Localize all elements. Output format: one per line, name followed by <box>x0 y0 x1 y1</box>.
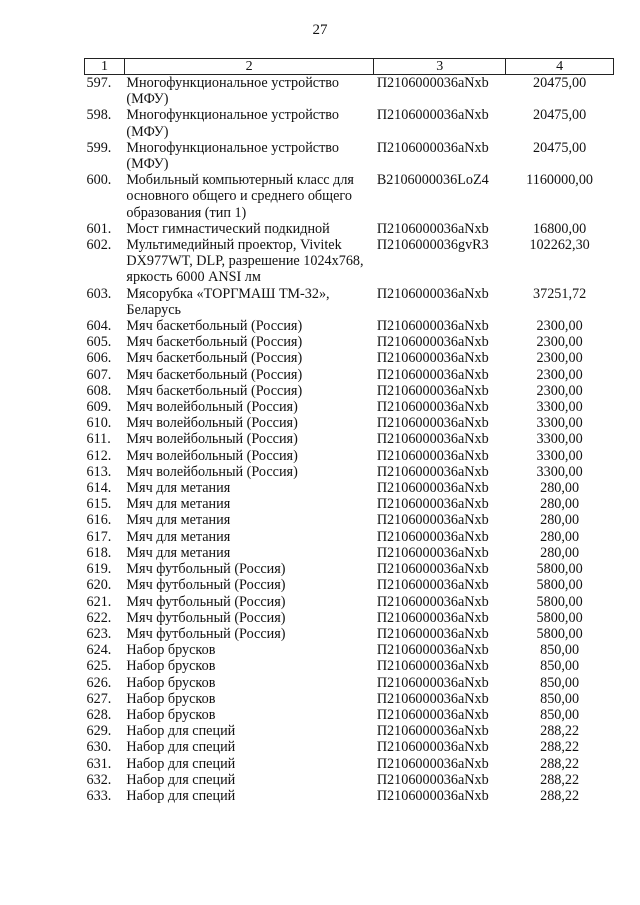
table-row <box>85 772 614 788</box>
item-price: 288,22 <box>540 739 580 756</box>
item-code: П2106000036aNxb <box>376 690 489 707</box>
item-code: П2106000036aNxb <box>376 366 489 383</box>
page-number: 27 <box>312 22 328 38</box>
table-row <box>85 788 614 804</box>
item-code: П2106000036aNxb <box>376 382 489 399</box>
table-row <box>85 512 614 528</box>
item-price: 2300,00 <box>536 366 583 383</box>
item-price: 3300,00 <box>536 399 583 416</box>
table-row <box>85 172 614 221</box>
item-price: 3300,00 <box>536 415 583 432</box>
row-number: 605. <box>86 334 112 351</box>
table-row <box>85 626 614 642</box>
table-row <box>85 707 614 723</box>
item-name: Набор для специй <box>126 723 236 740</box>
item-name: Мяч баскетбольный (Россия) <box>126 334 303 351</box>
item-name: Набор для специй <box>126 755 236 772</box>
row-number: 599. <box>86 139 112 156</box>
row-number: 608. <box>86 382 112 399</box>
item-code: П2106000036aNxb <box>376 593 489 610</box>
table-row <box>85 448 614 464</box>
item-price: 280,00 <box>540 528 580 545</box>
row-number: 627. <box>86 690 112 707</box>
row-number: 619. <box>86 561 112 578</box>
item-code: П2106000036aNxb <box>376 755 489 772</box>
item-name: Мяч для метания <box>126 512 231 529</box>
row-number: 604. <box>86 318 112 335</box>
item-price: 5800,00 <box>536 609 583 626</box>
item-name: Мяч для метания <box>126 544 231 561</box>
item-price: 2300,00 <box>536 350 583 367</box>
item-price: 850,00 <box>540 642 580 659</box>
table-row <box>85 431 614 447</box>
row-number: 629. <box>86 723 112 740</box>
row-number: 609. <box>86 399 112 416</box>
item-code: П2106000036aNxb <box>376 463 489 480</box>
item-name: Набор брусков <box>126 674 216 691</box>
row-number: 606. <box>86 350 112 367</box>
row-number: 617. <box>86 528 112 545</box>
item-name: Набор брусков <box>126 658 216 675</box>
item-name: Набор брусков <box>126 706 216 723</box>
item-name: Мяч волейбольный (Россия) <box>126 447 298 464</box>
table-row <box>85 334 614 350</box>
item-code: П2106000036aNxb <box>376 609 489 626</box>
item-price: 3300,00 <box>536 447 583 464</box>
table-row <box>85 318 614 334</box>
table-row <box>85 642 614 658</box>
item-name: Многофункциональное устройство (МФУ) <box>126 139 339 173</box>
row-number: 632. <box>86 771 112 788</box>
item-code: П2106000036aNxb <box>376 318 489 335</box>
item-price: 850,00 <box>540 658 580 675</box>
row-number: 618. <box>86 544 112 561</box>
item-code: П2106000036aNxb <box>376 787 489 804</box>
row-number: 621. <box>86 593 112 610</box>
item-code: П2106000036aNxb <box>376 528 489 545</box>
item-price: 288,22 <box>540 723 580 740</box>
item-code: П2106000036aNxb <box>376 544 489 561</box>
item-code: П2106000036aNxb <box>376 431 489 448</box>
item-price: 3300,00 <box>536 463 583 480</box>
item-code: П2106000036aNxb <box>376 739 489 756</box>
table-row <box>85 561 614 577</box>
item-price: 280,00 <box>540 496 580 513</box>
item-price: 2300,00 <box>536 382 583 399</box>
item-name: Мультимедийный проектор, Vivitek DX977WT, DLP, разрешение 1024x768, яркость 6000 ANSI лм <box>126 237 364 286</box>
item-price: 3300,00 <box>536 431 583 448</box>
row-number: 622. <box>86 609 112 626</box>
item-price: 16800,00 <box>533 220 587 237</box>
row-number: 633. <box>86 787 112 804</box>
row-number: 600. <box>86 172 112 189</box>
row-number: 614. <box>86 480 112 497</box>
item-price: 288,22 <box>540 755 580 772</box>
item-code: П2106000036aNxb <box>376 561 489 578</box>
row-number: 602. <box>86 237 112 254</box>
item-price: 5800,00 <box>536 625 583 642</box>
item-price: 280,00 <box>540 480 580 497</box>
item-name: Мобильный компьютерный класс для основного общего и среднего общего образования (тип 1) <box>126 172 354 221</box>
item-name: Мяч баскетбольный (Россия) <box>126 382 303 399</box>
item-code: П2106000036aNxb <box>376 447 489 464</box>
item-code: П2106000036aNxb <box>376 285 489 302</box>
item-code: П2106000036aNxb <box>376 512 489 529</box>
row-number: 616. <box>86 512 112 529</box>
table-row <box>85 350 614 366</box>
table-row <box>85 496 614 512</box>
row-number: 612. <box>86 447 112 464</box>
row-number: 610. <box>86 415 112 432</box>
item-code: П2106000036aNxb <box>376 706 489 723</box>
header-row <box>85 59 614 75</box>
row-number: 631. <box>86 755 112 772</box>
row-number: 601. <box>86 220 112 237</box>
item-code: П2106000036aNxb <box>376 642 489 659</box>
item-code: П2106000036aNxb <box>376 399 489 416</box>
column-header-4: 4 <box>506 59 614 75</box>
item-name: Мяч волейбольный (Россия) <box>126 463 298 480</box>
item-name: Мяч волейбольный (Россия) <box>126 415 298 432</box>
table-row <box>85 140 614 172</box>
item-name: Мяч для метания <box>126 496 231 513</box>
item-code: П2106000036aNxb <box>376 415 489 432</box>
item-name: Мяч футбольный (Россия) <box>126 561 286 578</box>
row-number: 607. <box>86 366 112 383</box>
item-name: Многофункциональное устройство (МФУ) <box>126 107 339 140</box>
inventory-table <box>84 58 614 804</box>
item-name: Мяч баскетбольный (Россия) <box>126 350 303 367</box>
item-price: 850,00 <box>540 706 580 723</box>
table-row <box>85 723 614 739</box>
table-row <box>85 480 614 496</box>
row-number: 598. <box>86 107 112 124</box>
item-code: П2106000036aNxb <box>376 480 489 497</box>
row-number: 613. <box>86 463 112 480</box>
table-row <box>85 529 614 545</box>
item-name: Набор брусков <box>126 690 216 707</box>
column-header-1: 1 <box>85 59 125 75</box>
item-price: 5800,00 <box>536 577 583 594</box>
table-row <box>85 383 614 399</box>
column-header-2: 2 <box>124 59 373 75</box>
item-price: 2300,00 <box>536 318 583 335</box>
table-row <box>85 415 614 431</box>
item-name: Многофункциональное устройство (МФУ) <box>126 75 339 108</box>
table-row <box>85 675 614 691</box>
table-row <box>85 739 614 755</box>
item-price: 5800,00 <box>536 561 583 578</box>
item-price: 1160000,00 <box>526 172 594 189</box>
item-code: П2106000036aNxb <box>376 220 489 237</box>
item-name: Мост гимнастический подкидной <box>126 220 330 237</box>
item-price: 280,00 <box>540 544 580 561</box>
table-row <box>85 367 614 383</box>
item-price: 102262,30 <box>529 237 590 254</box>
table-row <box>85 399 614 415</box>
table-row <box>85 658 614 674</box>
item-name: Мяч футбольный (Россия) <box>126 577 286 594</box>
item-name: Мяч футбольный (Россия) <box>126 593 286 610</box>
item-price: 5800,00 <box>536 593 583 610</box>
row-number: 626. <box>86 674 112 691</box>
table-row <box>85 691 614 707</box>
item-price: 850,00 <box>540 674 580 691</box>
item-name: Мяч для метания <box>126 480 231 497</box>
row-number: 624. <box>86 642 112 659</box>
table-row <box>85 237 614 286</box>
item-price: 20475,00 <box>533 139 587 156</box>
item-name: Мяч волейбольный (Россия) <box>126 399 298 416</box>
row-number: 603. <box>86 285 112 302</box>
table-row <box>85 286 614 318</box>
item-name: Мяч футбольный (Россия) <box>126 625 286 642</box>
item-price: 850,00 <box>540 690 580 707</box>
item-name: Набор для специй <box>126 771 236 788</box>
table-row <box>85 577 614 593</box>
item-price: 288,22 <box>540 787 580 804</box>
item-name: Набор для специй <box>126 739 236 756</box>
item-code: П2106000036aNxb <box>376 334 489 351</box>
item-price: 20475,00 <box>533 75 587 91</box>
item-code: В2106000036LoZ4 <box>376 172 489 189</box>
item-name: Мясорубка «ТОРГМАШ ТМ-32», Беларусь <box>126 285 330 318</box>
item-name: Набор брусков <box>126 642 216 659</box>
table-row <box>85 545 614 561</box>
table-row <box>85 221 614 237</box>
item-price: 2300,00 <box>536 334 583 351</box>
item-name: Мяч волейбольный (Россия) <box>126 431 298 448</box>
item-code: П2106000036aNxb <box>376 625 489 642</box>
row-number: 615. <box>86 496 112 513</box>
table-row <box>85 610 614 626</box>
item-name: Мяч баскетбольный (Россия) <box>126 366 303 383</box>
item-code: П2106000036aNxb <box>376 139 489 156</box>
item-name: Мяч для метания <box>126 528 231 545</box>
table-row <box>85 756 614 772</box>
row-number: 623. <box>86 625 112 642</box>
column-header-3: 3 <box>374 59 506 75</box>
item-code: П2106000036aNxb <box>376 658 489 675</box>
item-code: П2106000036aNxb <box>376 496 489 513</box>
item-price: 20475,00 <box>533 107 587 124</box>
row-number: 611. <box>86 431 111 448</box>
table-row <box>85 75 614 108</box>
row-number: 630. <box>86 739 112 756</box>
table-row <box>85 464 614 480</box>
row-number: 597. <box>86 75 112 91</box>
item-price: 288,22 <box>540 771 580 788</box>
item-name: Мяч баскетбольный (Россия) <box>126 318 303 335</box>
item-code: П2106000036aNxb <box>376 771 489 788</box>
item-code: П2106000036aNxb <box>376 577 489 594</box>
table-row <box>85 107 614 139</box>
row-number: 620. <box>86 577 112 594</box>
item-code: П2106000036aNxb <box>376 723 489 740</box>
table-row <box>85 594 614 610</box>
item-price: 280,00 <box>540 512 580 529</box>
row-number: 628. <box>86 706 112 723</box>
item-code: П2106000036aNxb <box>376 674 489 691</box>
item-code: П2106000036aNxb <box>376 75 489 91</box>
item-code: П2106000036gvR3 <box>376 237 489 254</box>
row-number: 625. <box>86 658 112 675</box>
table-body <box>85 75 614 805</box>
item-code: П2106000036aNxb <box>376 107 489 124</box>
item-name: Набор для специй <box>126 787 236 804</box>
item-name: Мяч футбольный (Россия) <box>126 609 286 626</box>
item-code: П2106000036aNxb <box>376 350 489 367</box>
item-price: 37251,72 <box>533 285 587 302</box>
